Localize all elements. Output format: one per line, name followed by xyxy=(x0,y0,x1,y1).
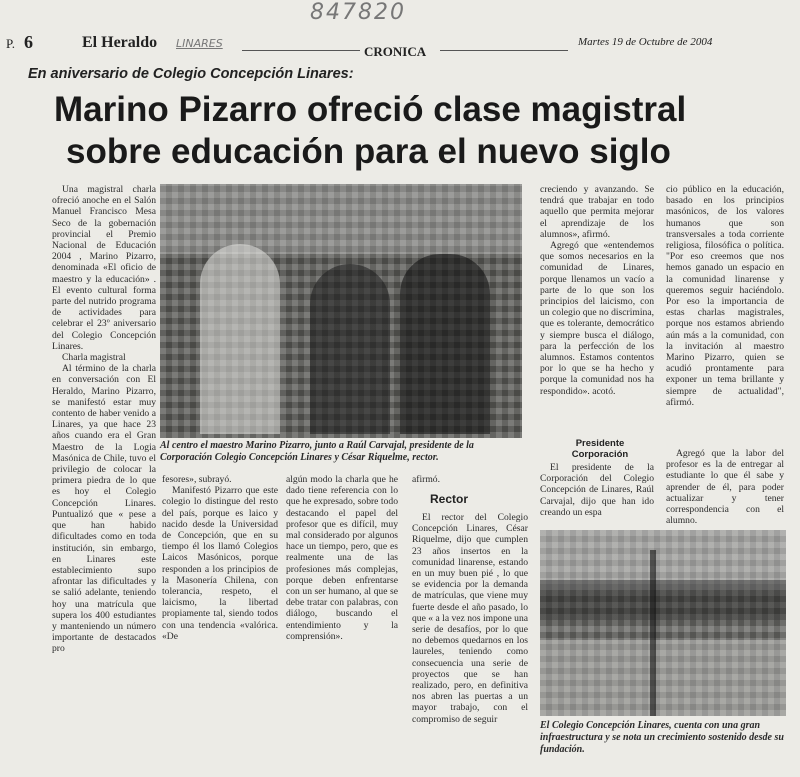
handwritten-city: LINARES xyxy=(176,37,223,50)
column-5-top xyxy=(666,184,784,408)
col5-paragraph: cio público en la educación, basado en los principios masónicos, de los valores humanos que son transversales a toda corriente religiosa, filosófica o política. "Por eso creemos que nos hemos ganado un espacio en la comunidad linarense y queremos seguir haciéndolo. Por eso la importancia de estas charlas magistrales, porque nos estamos abriendo aún más a la comunidad, con la invitación al maestro Marino Pizarro, quien se acudió prontamente para exponer un tema brillante y siempre de actualidad", afirmó. xyxy=(666,184,784,408)
column-4-top xyxy=(540,184,654,397)
photo-ceremony xyxy=(160,184,522,438)
col4-afirmo: afirmó. xyxy=(412,474,440,485)
school-caption: El Colegio Concepción Linares, cuenta con una gran infraestructura y se nota un crecimiento sostenido desde su fundación. xyxy=(540,720,784,755)
page-label: P. xyxy=(6,36,16,51)
archive-number: 847820 xyxy=(310,0,406,25)
section-label: CRONICA xyxy=(364,44,427,59)
paper-name: El Heraldo xyxy=(82,34,158,51)
kicker: En aniversario de Colegio Concepción Linares: xyxy=(28,66,354,82)
bookshelf xyxy=(160,184,522,254)
photo-caption: Al centro el maestro Marino Pizarro, junto a Raúl Carvajal, presidente de la Corporación Colegio Concepción Linares y César Riquelme, rector. xyxy=(160,440,474,463)
court-ground xyxy=(540,640,786,716)
col4-paragraph: El rector del Colegio Concepción Linares, César Riquelme, dijo que cumplen 23 años insertos en la comunidad linarense, estando en un muy buen pié , lo que se evidencia por la demanda de matrículas, que viene muy fuerte desde el año pasado, lo que « a la vez nos impone una serie de desafíos, por lo que no debemos quedarnos en los laureles, teniendo como consecuencia una serie de proyectos que se han realizado, pero, en definitiva nos abren las puertas a un mayor trabajo, con el compromiso de seguir xyxy=(412,512,528,725)
header-rule-right xyxy=(440,50,568,51)
col3-paragraph: algún modo la charla que he dado tiene referencia con lo que he expresado, sobre todo destacando el papel del profesor que es difícil, muy mal considerado por algunos hace un tiempo, pero, que es realmente una de las profesiones más complejas, porque deben enfrentarse con un ser humano, al que se debe tratar con palabras, con diálogo, buscando el entendimiento y la comprensión». xyxy=(286,474,398,642)
rector-heading: Rector xyxy=(430,492,469,506)
column-4-mid xyxy=(412,474,528,485)
president-paragraph: El presidente de la Corporación del Colegio Concepción de Linares, Raúl Carvajal, dijo que han ido creando un espa xyxy=(540,462,654,518)
column-2 xyxy=(162,474,278,642)
headline-line-2: sobre educación para el nuevo siglo xyxy=(66,132,671,171)
col1-paragraph: Una magistral charla ofreció anoche en el Salón Manuel Francisco Mesa Seco de la gobernación provincial el Premio Nacional de Educación 2004 , Marino Pizarro, denominada «El oficio de maestro y la educación» . El evento cultural forma parte del nutrido programa de actividades para celebrar el 23º aniversario del Colegio Concepción Linares. xyxy=(52,184,156,352)
col1-subheading: Charla magistral xyxy=(62,352,126,364)
page-number: 6 xyxy=(24,32,33,52)
col5-paragraph: Agregó que la labor del profesor es la de entregar al estudiante lo que él sabe y aprender de él, para poder actualizar y tener correspondencia con el alumno. xyxy=(666,448,784,527)
column-5-bottom xyxy=(666,448,784,526)
column-1 xyxy=(52,184,156,655)
page-header xyxy=(0,30,800,60)
header-rule-left xyxy=(242,50,360,51)
col4-paragraph: creciendo y avanzando. Se tendrá que trabajar en todo aquello que permita mejorar el aprendizaje de los alumnos», afirmó. xyxy=(540,184,654,240)
col2-paragraph: Manifestó Pizarro que este colegio lo distingue del resto del país, porque es laico y nacido desde la Universidad de Concepción, que en su tiempo él los llamó Colegios Laicos Masónicos, porque responden a los principios de la Masonería Chilena, con tolerancia, respeto, el laicismo, la libertad propiamente tal, siendo todos con una tendencia «valórica. «De xyxy=(162,485,278,642)
person-left xyxy=(200,244,280,434)
col4-paragraph: Agregó que «entendemos que somos necesarios en la comunidad de Linares, porque llenamos un vacío a parte de lo que son los principios del laicismo, con un colegio que no discrimina, que es tolerante, democrático y siempre busca el diálogo, para la perfección de los alumnos. Estamos contentos por lo que se ha hecho y porque la comunidad nos ha respondido». acotó. xyxy=(540,240,654,397)
column-3 xyxy=(286,474,398,642)
issue-date: Martes 19 de Octubre de 2004 xyxy=(578,36,713,48)
col1-paragraph: Al término de la charla en conversación con El Heraldo, Marino Pizarro, se manifestó estar muy contento de haber venido a Linares, ya que hace 23 años cuando era el Gran Maestro de la Logia Masónica de Chile, tuvo el privilegio de colocar la primera piedra de lo que es hoy el Colegio Concepción Linares. Puntualizó que « pese a que han habido dificultades como en toda institución, sin embargo, en Linares este establecimiento supo afrontar las dificultades y se salió adelante, teniendo hoy una matrícula que supera los 400 estudiantes y manteniendo un número importante de destacados pro xyxy=(52,363,156,655)
headline-line-1: Marino Pizarro ofreció clase magistral xyxy=(54,90,687,129)
col2-paragraph: fesores», subrayó. xyxy=(162,474,232,485)
photo-school xyxy=(540,530,786,716)
person-center xyxy=(310,264,390,434)
person-right xyxy=(400,254,490,434)
fence-post xyxy=(650,550,656,716)
column-4-bottom xyxy=(412,512,528,725)
tree-line xyxy=(540,580,786,620)
president-heading: Presidente Corporación xyxy=(571,438,629,460)
president-body xyxy=(540,462,654,518)
